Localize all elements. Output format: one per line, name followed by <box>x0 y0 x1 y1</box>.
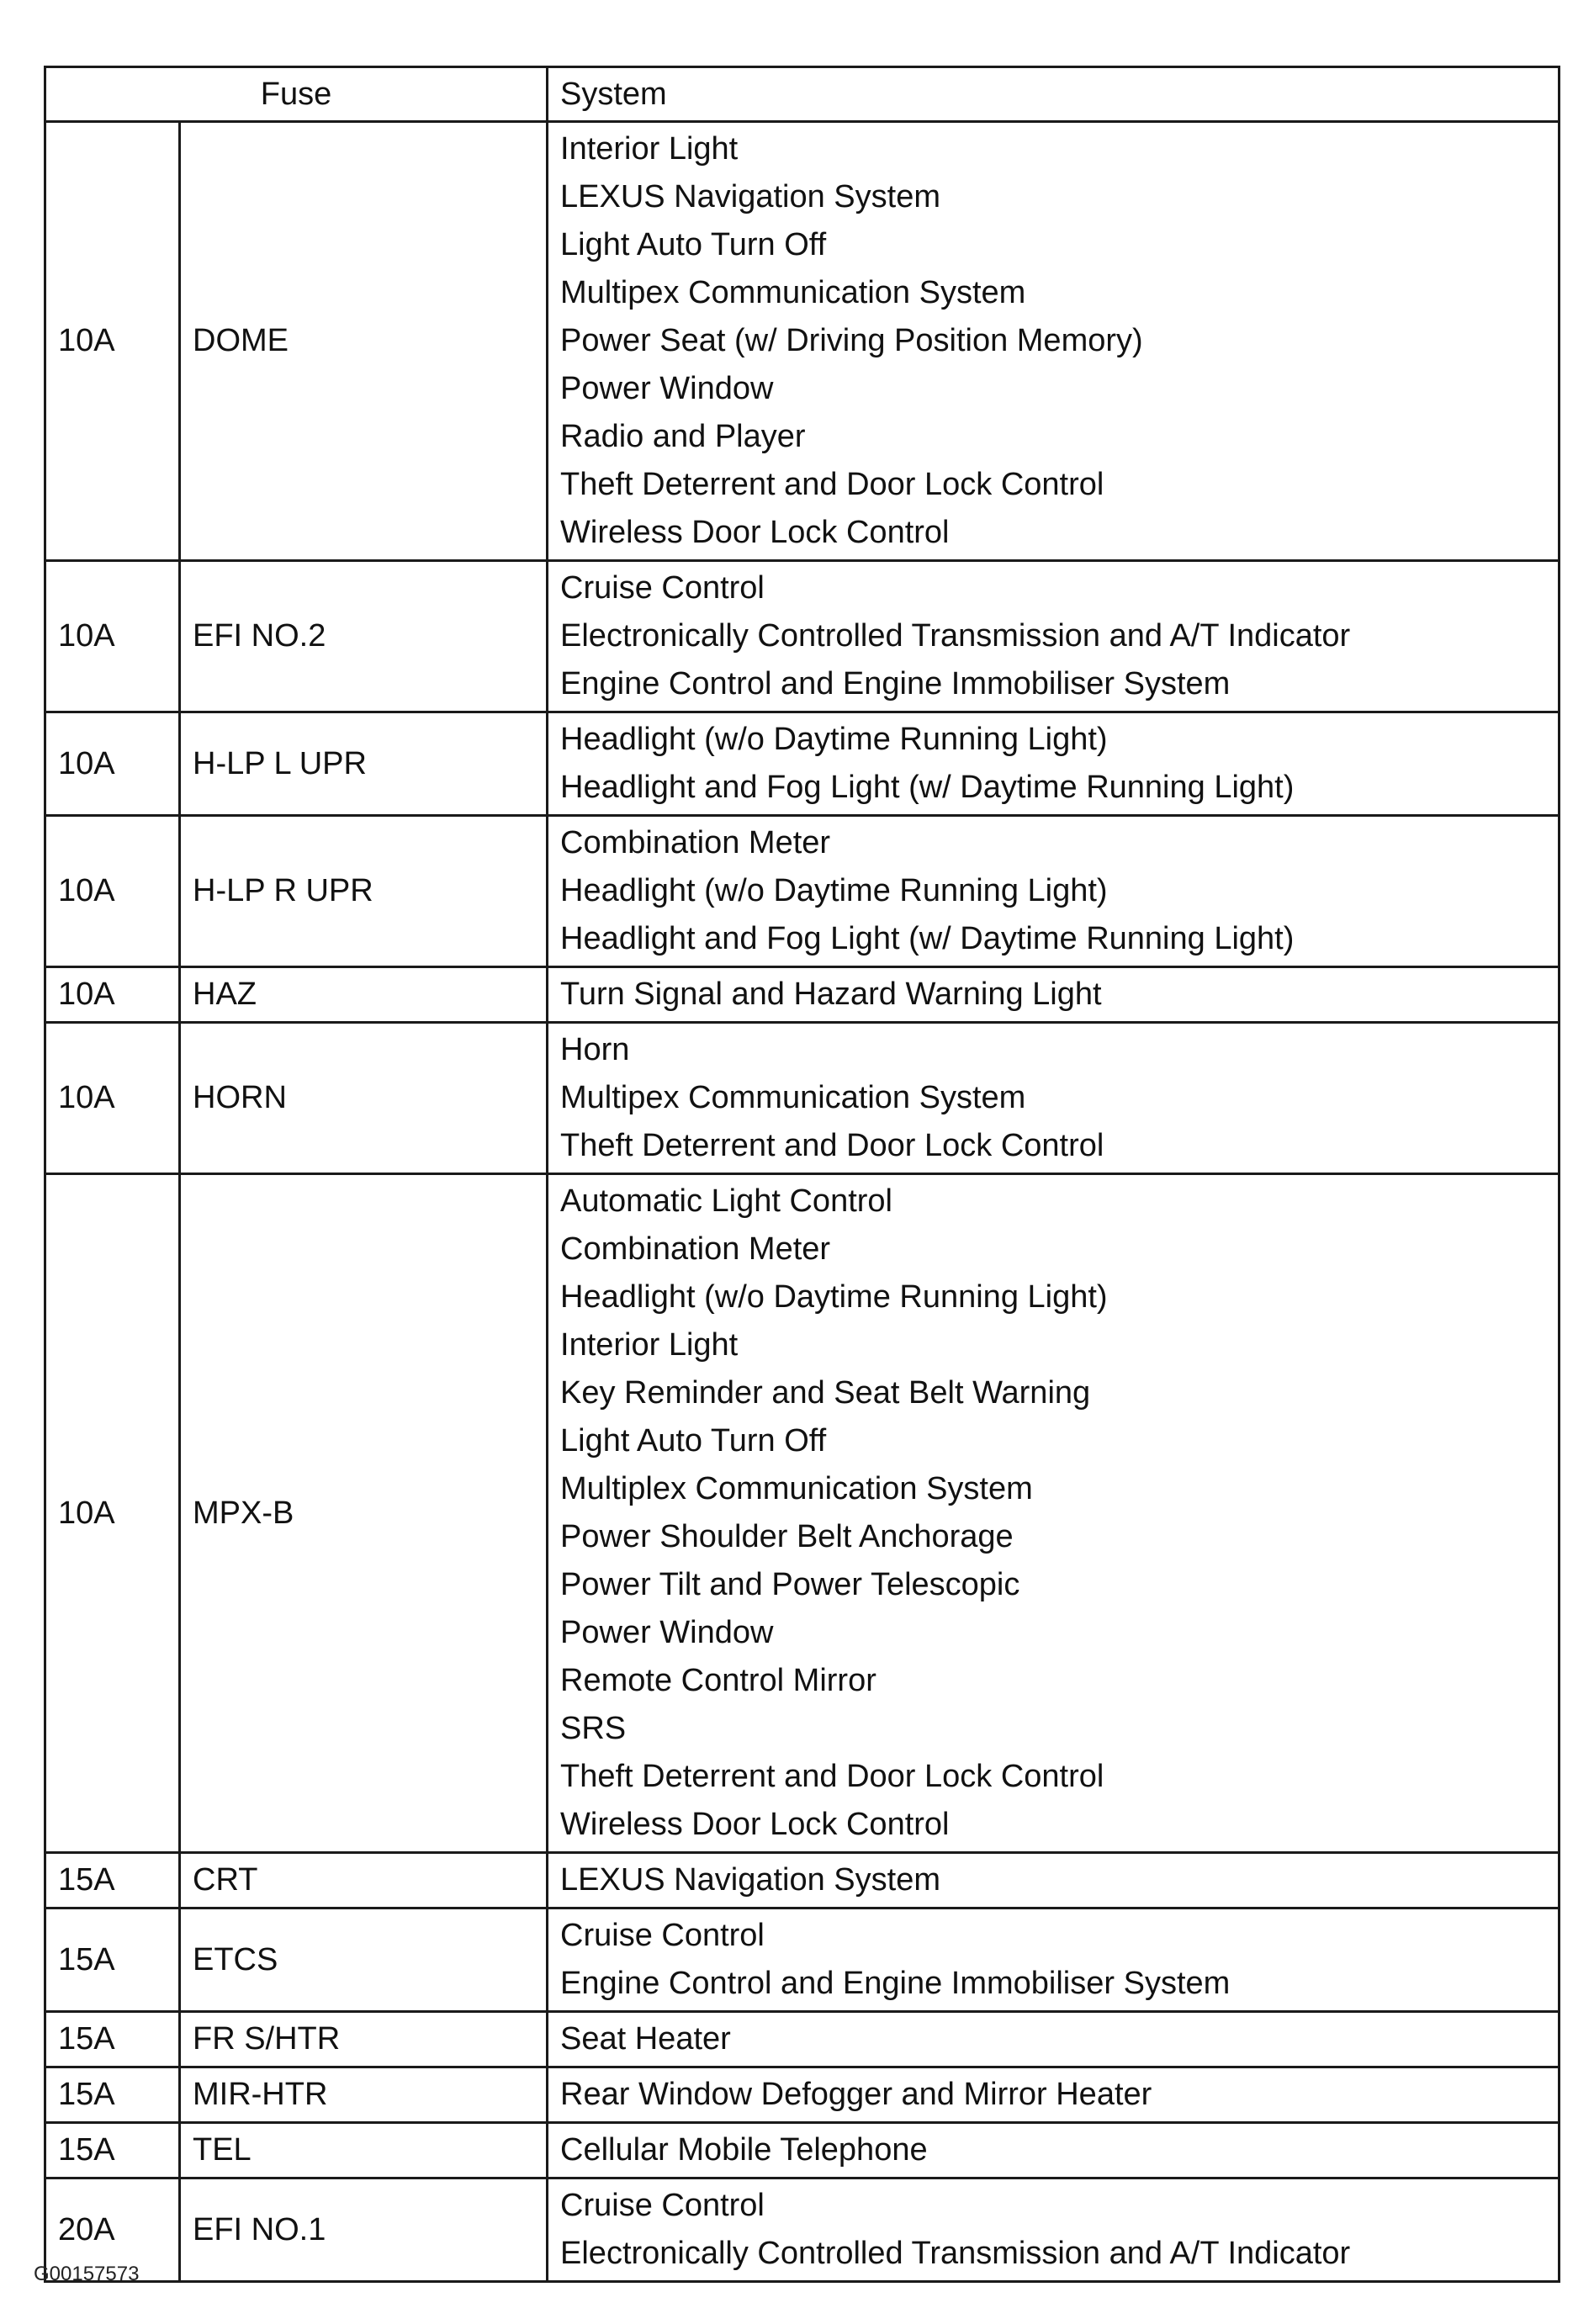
fuse-row <box>45 2012 1560 2067</box>
header-row <box>45 67 1560 122</box>
fuse-systems <box>548 2012 1560 2067</box>
fuse-row <box>45 2123 1560 2178</box>
system-item: Light Auto Turn Off <box>560 227 827 262</box>
fuse-amperage: 10A <box>45 712 180 816</box>
system-item: Power Window <box>560 1615 774 1650</box>
fuse-name: TEL <box>180 2123 548 2178</box>
system-item: Power Seat (w/ Driving Position Memory) <box>560 323 1143 358</box>
fuse-row <box>45 712 1560 816</box>
fuse-amperage: 10A <box>45 1174 180 1853</box>
system-item: Electronically Controlled Transmission and A/T Indicator <box>560 618 1351 654</box>
fuse-name: HAZ <box>180 967 548 1023</box>
fuse-row <box>45 122 1560 561</box>
fuse-systems <box>548 2067 1560 2123</box>
figure-code: G00157573 <box>34 2263 140 2285</box>
system-item: Cruise Control <box>560 2188 765 2223</box>
system-item: Headlight (w/o Daytime Running Light) <box>560 722 1108 757</box>
fuse-row <box>45 1023 1560 1174</box>
fuse-amperage: 20A <box>45 2178 180 2282</box>
system-item: Engine Control and Engine Immobiliser System <box>560 1966 1231 2001</box>
fuse-amperage: 10A <box>45 561 180 712</box>
system-item: SRS <box>560 1711 627 1746</box>
fuse-amperage: 10A <box>45 1023 180 1174</box>
system-item: Key Reminder and Seat Belt Warning <box>560 1375 1091 1411</box>
fuse-name: H-LP R UPR <box>180 816 548 967</box>
fuse-row <box>45 816 1560 967</box>
system-item: Combination Meter <box>560 1231 831 1267</box>
fuse-amperage: 15A <box>45 2067 180 2123</box>
fuse-name: H-LP L UPR <box>180 712 548 816</box>
fuse-systems <box>548 967 1560 1023</box>
system-item: Horn <box>560 1032 630 1067</box>
system-item: LEXUS Navigation System <box>560 179 940 214</box>
system-item: Theft Deterrent and Door Lock Control <box>560 1759 1104 1794</box>
fuse-row <box>45 1853 1560 1908</box>
fuse-amperage: 15A <box>45 2123 180 2178</box>
fuse-amperage: 15A <box>45 1853 180 1908</box>
fuse-row <box>45 2067 1560 2123</box>
fuse-systems <box>548 1023 1560 1174</box>
system-item: Light Auto Turn Off <box>560 1423 827 1458</box>
fuse-name: EFI NO.2 <box>180 561 548 712</box>
system-item: Interior Light <box>560 1327 739 1363</box>
system-item: Automatic Light Control <box>560 1183 892 1219</box>
system-item: Rear Window Defogger and Mirror Heater <box>560 2077 1152 2112</box>
system-item: Cruise Control <box>560 570 765 606</box>
system-item: Cruise Control <box>560 1918 765 1953</box>
fuse-systems <box>548 2123 1560 2178</box>
fuse-amperage: 10A <box>45 816 180 967</box>
fuse-systems <box>548 816 1560 967</box>
fuse-name: EFI NO.1 <box>180 2178 548 2282</box>
system-item: Headlight (w/o Daytime Running Light) <box>560 1279 1108 1315</box>
fuse-name: HORN <box>180 1023 548 1174</box>
system-item: Power Tilt and Power Telescopic <box>560 1567 1020 1602</box>
fuse-systems <box>548 1853 1560 1908</box>
fuse-name: ETCS <box>180 1908 548 2012</box>
fuse-amperage: 10A <box>45 122 180 561</box>
system-item: LEXUS Navigation System <box>560 1862 940 1898</box>
system-item: Engine Control and Engine Immobiliser System <box>560 666 1231 701</box>
fuse-row <box>45 561 1560 712</box>
fuse-rows <box>45 122 1560 2282</box>
fuse-systems <box>548 1908 1560 2012</box>
fuse-name: FR S/HTR <box>180 2012 548 2067</box>
system-item: Radio and Player <box>560 419 806 454</box>
system-item: Power Window <box>560 371 774 406</box>
system-item: Remote Control Mirror <box>560 1663 876 1698</box>
system-item: Interior Light <box>560 131 739 167</box>
system-item: Multiplex Communication System <box>560 1471 1033 1506</box>
fuse-systems <box>548 561 1560 712</box>
system-item: Combination Meter <box>560 825 831 860</box>
fuse-name: CRT <box>180 1853 548 1908</box>
fuse-row <box>45 2178 1560 2282</box>
system-item: Headlight and Fog Light (w/ Daytime Running Light) <box>560 770 1295 805</box>
fuse-systems <box>548 712 1560 816</box>
fuse-row <box>45 1908 1560 2012</box>
fuse-amperage: 10A <box>45 967 180 1023</box>
header-fuse: Fuse <box>45 67 548 122</box>
fuse-systems <box>548 122 1560 561</box>
fuse-row <box>45 967 1560 1023</box>
system-item: Cellular Mobile Telephone <box>560 2132 928 2168</box>
system-item: Theft Deterrent and Door Lock Control <box>560 467 1104 502</box>
fuse-systems <box>548 2178 1560 2282</box>
system-item: Seat Heater <box>560 2021 731 2057</box>
system-item: Headlight (w/o Daytime Running Light) <box>560 873 1108 908</box>
system-item: Electronically Controlled Transmission and A/T Indicator <box>560 2236 1351 2271</box>
fuse-table <box>44 66 1560 2283</box>
system-item: Theft Deterrent and Door Lock Control <box>560 1128 1104 1163</box>
fuse-amperage: 15A <box>45 2012 180 2067</box>
system-item: Multipex Communication System <box>560 1080 1026 1115</box>
system-item: Wireless Door Lock Control <box>560 1807 950 1842</box>
system-item: Headlight and Fog Light (w/ Daytime Running Light) <box>560 921 1295 956</box>
fuse-row <box>45 1174 1560 1853</box>
system-item: Multipex Communication System <box>560 275 1026 310</box>
fuse-table-sheet <box>44 66 1558 2283</box>
fuse-amperage: 15A <box>45 1908 180 2012</box>
system-item: Power Shoulder Belt Anchorage <box>560 1519 1014 1554</box>
fuse-systems <box>548 1174 1560 1853</box>
system-item: Turn Signal and Hazard Warning Light <box>560 977 1102 1012</box>
header-system: System <box>548 67 1560 122</box>
fuse-name: DOME <box>180 122 548 561</box>
fuse-name: MIR-HTR <box>180 2067 548 2123</box>
system-item: Wireless Door Lock Control <box>560 515 950 550</box>
fuse-name: MPX-B <box>180 1174 548 1853</box>
